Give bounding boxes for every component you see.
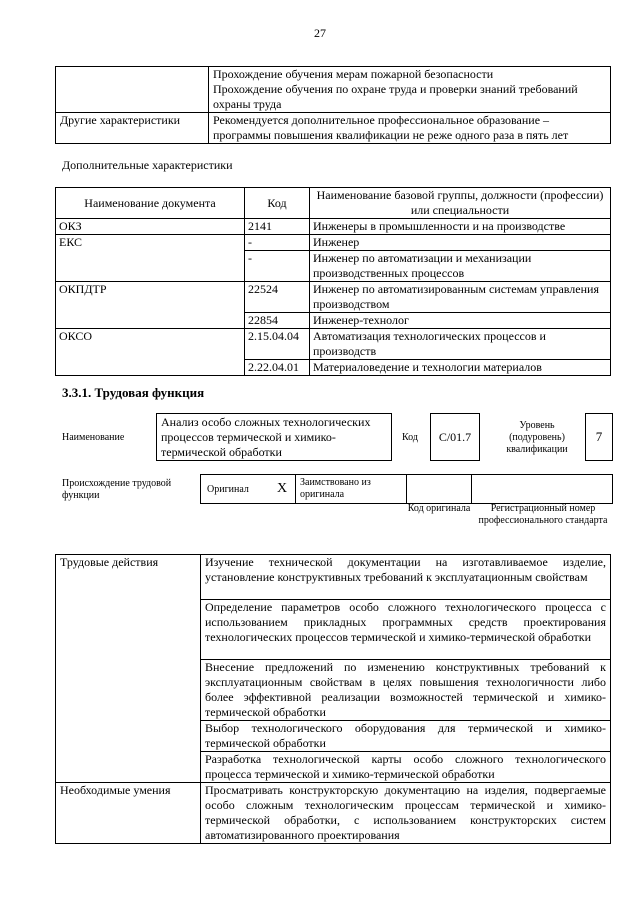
cell-code: 22524 (245, 282, 310, 313)
level-label: Уровень (подуровень) квалификации (506, 420, 568, 455)
origin-label: Происхождение трудовой функции (62, 478, 172, 501)
function-code-box (430, 413, 480, 461)
name-label: Наименование (62, 432, 125, 443)
section-title: 3.3.1. Трудовая функция (62, 385, 205, 400)
table-row (56, 113, 611, 144)
header-document: Наименование документа (56, 188, 245, 219)
original-mark: X (277, 481, 288, 496)
original-label: Оригинал (207, 484, 249, 495)
value-line: Прохождение обучения мерам пожарной безопасности (213, 67, 494, 81)
labor-action-item: Разработка технологической карты особо сложного технологического процесса термической и химико-термической обработки (201, 752, 611, 783)
cell-name: Материаловедение и технологии материалов (310, 360, 611, 376)
row-label: Другие характеристики (56, 113, 209, 144)
cell-name: Автоматизация технологических процессов и производств (310, 329, 611, 360)
labor-action-item: Выбор технологического оборудования для термической и химико-термической обработки (201, 721, 611, 752)
table-row (56, 219, 611, 235)
cell-doc: ОКЗ (56, 219, 245, 235)
row-label (56, 67, 209, 113)
table-row (56, 329, 611, 360)
row-value (209, 67, 611, 113)
training-table (55, 66, 611, 144)
additional-characteristics-table (55, 187, 611, 376)
labor-actions-table (55, 554, 611, 844)
cell-name: Инженер-технолог (310, 313, 611, 329)
labor-actions-label: Трудовые действия (56, 555, 201, 783)
additional-characteristics-title: Дополнительные характеристики (62, 158, 233, 172)
skill-item: Просматривать конструкторскую документацию на изделия, подвергаемые особо сложным технологическим процессам термической и химико-термической обработки, с использованием конструкторских систем автоматизированного проектирования (201, 783, 611, 844)
header-code: Код (245, 188, 310, 219)
borrowed-cell (295, 474, 407, 504)
cell-doc: ЕКС (56, 235, 245, 282)
original-cell (200, 474, 296, 504)
function-name-box (156, 413, 392, 461)
row-value (209, 113, 611, 144)
header-name: Наименование базовой группы, должности (профессии) или специальности (310, 188, 611, 219)
cell-code: 2141 (245, 219, 310, 235)
code-original-cell (406, 474, 472, 504)
value-line: Прохождение обучения по охране труда и проверки знаний требований охраны труда (213, 82, 578, 111)
cell-code: 2.22.04.01 (245, 360, 310, 376)
cell-name: Инженер по автоматизации и механизации производственных процессов (310, 251, 611, 282)
page-number: 27 (314, 26, 326, 40)
code-label: Код (402, 432, 418, 443)
table-row (56, 555, 611, 600)
cell-name: Инженеры в промышленности и на производстве (310, 219, 611, 235)
function-code: С/01.7 (438, 430, 472, 444)
cell-code: - (245, 251, 310, 282)
level-value: 7 (595, 429, 603, 444)
table-row (56, 235, 611, 251)
reg-number-cell (471, 474, 613, 504)
level-box (585, 413, 613, 461)
table-row (56, 783, 611, 844)
cell-code: 2.15.04.04 (245, 329, 310, 360)
cell-name: Инженер (310, 235, 611, 251)
labor-action-item: Изучение технической документации на изготавливаемое изделие, установление конструктивных требований к эксплуатационным свойствам (201, 555, 611, 600)
labor-action-item: Внесение предложений по изменению конструктивных требований к эксплуатационным свойствам в целях повышения технологичности либо более эффективной реализации возможностей термической и химико-термической обработки (201, 660, 611, 721)
function-name: Анализ особо сложных технологических процессов термической и химико-термической обработки (161, 415, 371, 459)
cell-name: Инженер по автоматизированным системам управления производством (310, 282, 611, 313)
borrowed-label: Заимствовано из оригинала (300, 477, 371, 500)
value-line: Рекомендуется дополнительное профессиональное образование – программы повышения квалификации не реже одного раза в пять лет (213, 113, 569, 142)
labor-action-item: Определение параметров особо сложного технологического процесса с использованием прикладных программных средств проектирования технологических процессов термической и химико-термической обработки (201, 600, 611, 660)
code-original-label: Код оригинала (407, 503, 471, 514)
reg-number-label: Регистрационный номер профессионального стандарта (478, 503, 608, 526)
table-row (56, 67, 611, 113)
cell-code: - (245, 235, 310, 251)
cell-code: 22854 (245, 313, 310, 329)
cell-doc: ОКПДТР (56, 282, 245, 329)
table-header-row (56, 188, 611, 219)
cell-doc: ОКСО (56, 329, 245, 376)
table-row (56, 282, 611, 313)
skills-label: Необходимые умения (56, 783, 201, 844)
